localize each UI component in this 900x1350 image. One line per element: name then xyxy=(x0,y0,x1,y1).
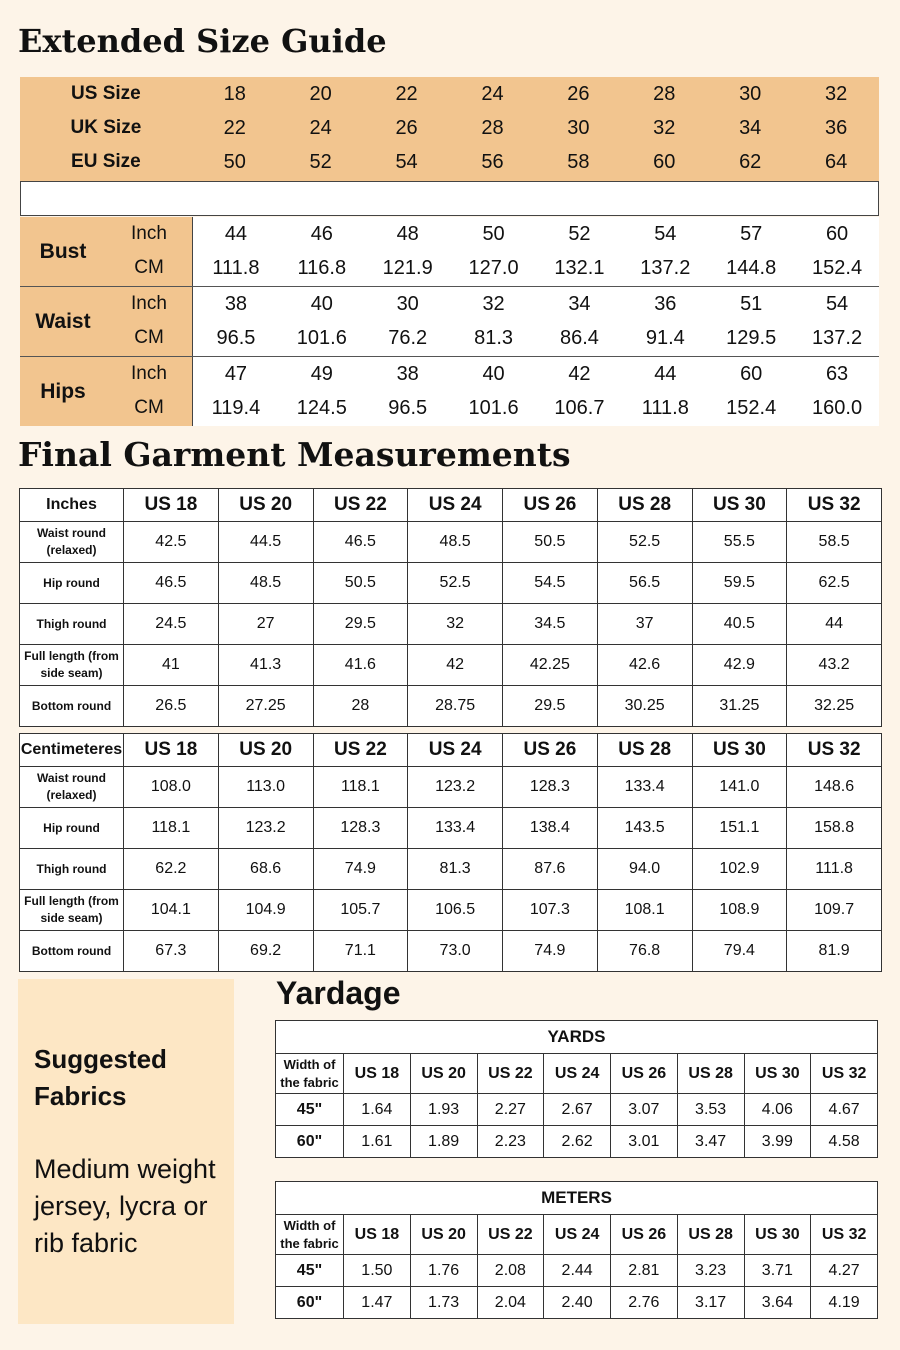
hips-values xyxy=(192,357,879,426)
table-cell: 50.5 xyxy=(503,522,598,563)
table-cell: 41.6 xyxy=(313,645,408,686)
cm-value: 137.2 xyxy=(640,256,691,279)
column-header: US 32 xyxy=(787,489,882,522)
column-header: US 32 xyxy=(787,734,882,767)
column-header: US 30 xyxy=(692,489,787,522)
table-cell: 74.9 xyxy=(503,931,598,972)
table-row xyxy=(20,890,882,931)
cm-value: 127.0 xyxy=(468,256,519,279)
column-header: US 22 xyxy=(313,489,408,522)
table-cell: 3.07 xyxy=(611,1094,678,1126)
inch-value: 52 xyxy=(568,222,591,245)
cm-value: 86.4 xyxy=(559,326,599,349)
table-cell: 46.5 xyxy=(124,563,219,604)
uk-size-row xyxy=(20,111,879,145)
cm-value: 152.4 xyxy=(812,256,863,279)
cm-value: 116.8 xyxy=(297,256,347,279)
table-cell: 3.71 xyxy=(744,1255,811,1287)
cm-value: 132.1 xyxy=(554,256,605,279)
table-cell: 106.5 xyxy=(408,890,503,931)
inch-value: 36 xyxy=(654,292,677,315)
table-cell: 34.5 xyxy=(503,604,598,645)
column-header: US 30 xyxy=(692,734,787,767)
cm-value: 91.4 xyxy=(645,326,685,349)
table-row xyxy=(276,1287,878,1319)
corner-header: Width of the fabric xyxy=(276,1215,344,1255)
table-cell: 128.3 xyxy=(313,808,408,849)
table-row xyxy=(20,563,882,604)
size-value: 20 xyxy=(309,82,332,105)
measurement-name: Hips xyxy=(40,379,86,403)
inch-value: 60 xyxy=(740,362,763,385)
table-caption: METERS xyxy=(276,1182,878,1215)
table-cell: 2.62 xyxy=(544,1126,611,1158)
inch-value: 38 xyxy=(396,362,419,385)
table-cell: 118.1 xyxy=(124,808,219,849)
table-cell: 102.9 xyxy=(692,849,787,890)
column-header: US 26 xyxy=(611,1054,678,1094)
table-cell: 113.0 xyxy=(218,767,313,808)
garment-cm-table xyxy=(19,733,882,972)
column-header: US 32 xyxy=(811,1215,878,1255)
column-header: US 26 xyxy=(503,734,598,767)
column-header: US 18 xyxy=(124,734,219,767)
unit-label-inch: Inch xyxy=(131,363,167,384)
table-cell: 2.81 xyxy=(611,1255,678,1287)
us-size-row xyxy=(20,77,879,111)
corner-header: Width of the fabric xyxy=(276,1054,344,1094)
table-caption: YARDS xyxy=(276,1021,878,1054)
header-row xyxy=(20,489,882,522)
inch-value: 50 xyxy=(482,222,505,245)
table-cell: 2.40 xyxy=(544,1287,611,1319)
table-cell: 148.6 xyxy=(787,767,882,808)
table-cell: 48.5 xyxy=(408,522,503,563)
yardage-yards-table xyxy=(275,1020,878,1158)
inch-value: 40 xyxy=(482,362,505,385)
table-cell: 2.44 xyxy=(544,1255,611,1287)
row-label: EU Size xyxy=(71,151,141,172)
size-value: 32 xyxy=(653,116,676,139)
size-value: 64 xyxy=(824,150,848,173)
garment-measurements-title: Final Garment Measurements xyxy=(18,435,571,474)
row-label: US Size xyxy=(71,83,141,104)
bust-values xyxy=(192,217,879,286)
table-cell: 26.5 xyxy=(124,686,219,727)
table-row xyxy=(276,1126,878,1158)
caption-row xyxy=(276,1021,878,1054)
table-cell: 3.01 xyxy=(611,1126,678,1158)
table-cell: 42.25 xyxy=(503,645,598,686)
column-header: US 28 xyxy=(677,1215,744,1255)
header-row xyxy=(276,1054,878,1094)
fabrics-text: Medium weight jersey, lycra or rib fabric xyxy=(34,1154,216,1258)
column-header: US 32 xyxy=(811,1054,878,1094)
size-value: 36 xyxy=(824,116,848,139)
table-cell: 79.4 xyxy=(692,931,787,972)
table-cell: 58.5 xyxy=(787,522,882,563)
column-header: US 22 xyxy=(477,1215,544,1255)
inch-value: 49 xyxy=(310,362,333,385)
table-row xyxy=(20,645,882,686)
inch-value: 46 xyxy=(310,222,333,245)
table-cell: 32 xyxy=(408,604,503,645)
blank-spacer-row xyxy=(20,181,879,216)
table-cell: 4.58 xyxy=(811,1126,878,1158)
table-cell: 2.76 xyxy=(611,1287,678,1319)
eu-size-row xyxy=(20,145,879,179)
bust-group xyxy=(20,217,879,286)
table-cell: 123.2 xyxy=(408,767,503,808)
inch-value: 63 xyxy=(825,362,849,385)
table-row xyxy=(20,767,882,808)
table-cell: 42 xyxy=(408,645,503,686)
row-label: Hip round xyxy=(20,563,124,604)
size-value: 32 xyxy=(824,82,848,105)
inch-value: 30 xyxy=(396,292,419,315)
row-label: Hip round xyxy=(20,808,124,849)
row-label: Bottom round xyxy=(20,686,124,727)
column-header: US 20 xyxy=(218,734,313,767)
inch-value: 44 xyxy=(224,222,248,245)
table-cell: 3.47 xyxy=(677,1126,744,1158)
cm-value: 101.6 xyxy=(296,326,347,349)
table-cell: 24.5 xyxy=(124,604,219,645)
garment-inches-table xyxy=(19,488,882,727)
row-label: Thigh round xyxy=(20,604,124,645)
row-label: Full length (from side seam) xyxy=(20,645,124,686)
unit-label-inch: Inch xyxy=(131,293,167,314)
header-row xyxy=(20,734,882,767)
column-header: US 24 xyxy=(408,489,503,522)
table-cell: 41 xyxy=(124,645,219,686)
table-cell: 1.93 xyxy=(410,1094,477,1126)
table-cell: 42.9 xyxy=(692,645,787,686)
inch-value: 54 xyxy=(825,292,849,315)
table-cell: 68.6 xyxy=(218,849,313,890)
size-conversion-table xyxy=(20,77,879,181)
size-value: 26 xyxy=(395,116,418,139)
table-cell: 104.1 xyxy=(124,890,219,931)
waist-label-cell xyxy=(20,287,192,356)
table-cell: 43.2 xyxy=(787,645,882,686)
table-cell: 67.3 xyxy=(124,931,219,972)
row-label: Waist round (relaxed) xyxy=(20,522,124,563)
table-cell: 28.75 xyxy=(408,686,503,727)
cm-value: 106.7 xyxy=(554,396,605,419)
table-cell: 141.0 xyxy=(692,767,787,808)
column-header: US 20 xyxy=(410,1215,477,1255)
table-row xyxy=(20,604,882,645)
table-cell: 56.5 xyxy=(597,563,692,604)
column-header: US 20 xyxy=(410,1054,477,1094)
unit-label-cm: CM xyxy=(134,327,164,348)
table-cell: 2.04 xyxy=(477,1287,544,1319)
table-cell: 27.25 xyxy=(218,686,313,727)
cm-value: 81.3 xyxy=(474,326,514,349)
body-measurements-table xyxy=(20,217,879,426)
measurement-name: Bust xyxy=(39,239,87,263)
table-cell: 2.67 xyxy=(544,1094,611,1126)
table-cell: 73.0 xyxy=(408,931,503,972)
cm-value: 76.2 xyxy=(388,326,428,349)
cm-value: 129.5 xyxy=(726,326,777,349)
table-cell: 2.23 xyxy=(477,1126,544,1158)
column-header: US 18 xyxy=(344,1054,411,1094)
column-header: US 22 xyxy=(477,1054,544,1094)
table-cell: 133.4 xyxy=(408,808,503,849)
cm-value: 144.8 xyxy=(726,256,777,279)
table-cell: 87.6 xyxy=(503,849,598,890)
table-cell: 76.8 xyxy=(597,931,692,972)
table-cell: 42.5 xyxy=(124,522,219,563)
table-cell: 128.3 xyxy=(503,767,598,808)
size-value: 22 xyxy=(223,116,246,139)
inch-value: 44 xyxy=(654,362,677,385)
column-header: US 20 xyxy=(218,489,313,522)
table-cell: 123.2 xyxy=(218,808,313,849)
row-label: Bottom round xyxy=(20,931,124,972)
table-cell: 46.5 xyxy=(313,522,408,563)
row-label: 45" xyxy=(276,1094,344,1126)
size-value: 34 xyxy=(739,116,762,139)
table-cell: 62.2 xyxy=(124,849,219,890)
table-row xyxy=(20,686,882,727)
inch-value: 54 xyxy=(654,222,677,245)
table-cell: 50.5 xyxy=(313,563,408,604)
table-cell: 71.1 xyxy=(313,931,408,972)
table-cell: 138.4 xyxy=(503,808,598,849)
measurement-name: Waist xyxy=(35,309,91,333)
hips-label-cell xyxy=(20,357,192,426)
bust-label-cell xyxy=(20,217,192,286)
table-cell: 48.5 xyxy=(218,563,313,604)
column-header: US 26 xyxy=(611,1215,678,1255)
cm-value: 101.6 xyxy=(468,396,519,419)
table-cell: 4.06 xyxy=(744,1094,811,1126)
row-label: 45" xyxy=(276,1255,344,1287)
column-header: US 18 xyxy=(344,1215,411,1255)
table-cell: 81.9 xyxy=(787,931,882,972)
table-cell: 107.3 xyxy=(503,890,598,931)
table-cell: 52.5 xyxy=(408,563,503,604)
table-cell: 1.89 xyxy=(410,1126,477,1158)
yardage-meters-table xyxy=(275,1181,878,1319)
inch-value: 40 xyxy=(310,292,333,315)
table-cell: 29.5 xyxy=(503,686,598,727)
table-cell: 4.27 xyxy=(811,1255,878,1287)
inch-value: 38 xyxy=(224,292,248,315)
cm-value: 160.0 xyxy=(812,396,863,419)
table-row xyxy=(20,808,882,849)
size-value: 56 xyxy=(481,150,504,173)
table-row xyxy=(20,849,882,890)
table-cell: 42.6 xyxy=(597,645,692,686)
table-row xyxy=(276,1094,878,1126)
row-label: Waist round (relaxed) xyxy=(20,767,124,808)
size-value: 54 xyxy=(395,150,418,173)
cm-value: 96.5 xyxy=(388,396,428,419)
size-value: 58 xyxy=(567,150,590,173)
row-label: Full length (from side seam) xyxy=(20,890,124,931)
table-cell: 1.76 xyxy=(410,1255,477,1287)
caption-row xyxy=(276,1182,878,1215)
table-cell: 3.99 xyxy=(744,1126,811,1158)
column-header: US 24 xyxy=(408,734,503,767)
yardage-title: Yardage xyxy=(276,975,401,1011)
size-value: 52 xyxy=(309,150,332,173)
suggested-fabrics-panel xyxy=(18,979,234,1324)
size-value: 50 xyxy=(223,150,246,173)
table-cell: 111.8 xyxy=(787,849,882,890)
table-cell: 3.23 xyxy=(677,1255,744,1287)
table-cell: 109.7 xyxy=(787,890,882,931)
inch-value: 57 xyxy=(740,222,763,245)
cm-value: 111.8 xyxy=(212,256,260,279)
table-cell: 59.5 xyxy=(692,563,787,604)
inch-value: 34 xyxy=(568,292,591,315)
table-cell: 28 xyxy=(313,686,408,727)
table-cell: 1.64 xyxy=(344,1094,411,1126)
column-header: US 18 xyxy=(124,489,219,522)
table-cell: 118.1 xyxy=(313,767,408,808)
table-cell: 108.0 xyxy=(124,767,219,808)
table-cell: 2.08 xyxy=(477,1255,544,1287)
table-cell: 40.5 xyxy=(692,604,787,645)
column-header: US 28 xyxy=(597,489,692,522)
inch-value: 48 xyxy=(396,222,419,245)
waist-group xyxy=(20,287,879,356)
column-header: US 30 xyxy=(744,1054,811,1094)
cm-value: 124.5 xyxy=(296,396,347,419)
row-label: 60" xyxy=(276,1287,344,1319)
row-label: UK Size xyxy=(70,117,142,138)
inch-value: 47 xyxy=(224,362,248,385)
table-cell: 1.50 xyxy=(344,1255,411,1287)
table-cell: 81.3 xyxy=(408,849,503,890)
size-value: 18 xyxy=(223,82,246,105)
table-row xyxy=(20,931,882,972)
table-cell: 32.25 xyxy=(787,686,882,727)
table-cell: 1.47 xyxy=(344,1287,411,1319)
size-value: 26 xyxy=(567,82,590,105)
table-cell: 1.73 xyxy=(410,1287,477,1319)
table-cell: 3.64 xyxy=(744,1287,811,1319)
table-cell: 108.1 xyxy=(597,890,692,931)
size-value: 30 xyxy=(567,116,590,139)
table-cell: 2.27 xyxy=(477,1094,544,1126)
column-header: US 30 xyxy=(744,1215,811,1255)
table-cell: 52.5 xyxy=(597,522,692,563)
cm-value: 121.9 xyxy=(382,256,433,279)
cm-value: 96.5 xyxy=(216,326,256,349)
waist-values xyxy=(192,287,879,356)
row-label: Thigh round xyxy=(20,849,124,890)
table-cell: 41.3 xyxy=(218,645,313,686)
table-row xyxy=(20,522,882,563)
table-cell: 69.2 xyxy=(218,931,313,972)
unit-label-cm: CM xyxy=(134,397,164,418)
table-cell: 105.7 xyxy=(313,890,408,931)
column-header: US 26 xyxy=(503,489,598,522)
table-cell: 143.5 xyxy=(597,808,692,849)
size-guide-title: Extended Size Guide xyxy=(18,22,387,60)
table-cell: 31.25 xyxy=(692,686,787,727)
table-cell: 55.5 xyxy=(692,522,787,563)
inch-value: 42 xyxy=(568,362,591,385)
table-cell: 44 xyxy=(787,604,882,645)
table-row xyxy=(276,1255,878,1287)
table-cell: 44.5 xyxy=(218,522,313,563)
column-header: US 24 xyxy=(544,1215,611,1255)
hips-group xyxy=(20,357,879,426)
table-cell: 133.4 xyxy=(597,767,692,808)
size-value: 60 xyxy=(653,150,676,173)
table-cell: 108.9 xyxy=(692,890,787,931)
row-label: 60" xyxy=(276,1126,344,1158)
table-cell: 29.5 xyxy=(313,604,408,645)
table-cell: 4.67 xyxy=(811,1094,878,1126)
inch-value: 60 xyxy=(825,222,849,245)
table-cell: 94.0 xyxy=(597,849,692,890)
size-value: 24 xyxy=(481,82,504,105)
header-row xyxy=(276,1215,878,1255)
table-cell: 4.19 xyxy=(811,1287,878,1319)
table-cell: 1.61 xyxy=(344,1126,411,1158)
unit-label-inch: Inch xyxy=(131,223,167,244)
size-value: 24 xyxy=(309,116,332,139)
fabrics-heading: Suggested Fabrics xyxy=(34,1044,167,1111)
size-value: 22 xyxy=(395,82,418,105)
cm-value: 111.8 xyxy=(641,396,689,419)
size-value: 28 xyxy=(653,82,676,105)
size-value: 62 xyxy=(739,150,762,173)
column-header: US 24 xyxy=(544,1054,611,1094)
corner-header: Inches xyxy=(20,489,124,522)
size-value: 30 xyxy=(739,82,762,105)
unit-label-cm: CM xyxy=(134,257,164,278)
column-header: US 22 xyxy=(313,734,408,767)
cm-value: 119.4 xyxy=(211,396,261,419)
cm-value: 152.4 xyxy=(726,396,777,419)
table-cell: 62.5 xyxy=(787,563,882,604)
table-cell: 3.53 xyxy=(677,1094,744,1126)
table-cell: 74.9 xyxy=(313,849,408,890)
table-cell: 54.5 xyxy=(503,563,598,604)
corner-header: Centimeteres xyxy=(20,734,124,767)
inch-value: 51 xyxy=(740,292,763,315)
table-cell: 27 xyxy=(218,604,313,645)
cm-value: 137.2 xyxy=(812,326,863,349)
table-cell: 30.25 xyxy=(597,686,692,727)
table-cell: 3.17 xyxy=(677,1287,744,1319)
size-value: 28 xyxy=(481,116,504,139)
table-cell: 151.1 xyxy=(692,808,787,849)
table-cell: 37 xyxy=(597,604,692,645)
inch-value: 32 xyxy=(482,292,505,315)
column-header: US 28 xyxy=(677,1054,744,1094)
table-cell: 158.8 xyxy=(787,808,882,849)
table-cell: 104.9 xyxy=(218,890,313,931)
column-header: US 28 xyxy=(597,734,692,767)
